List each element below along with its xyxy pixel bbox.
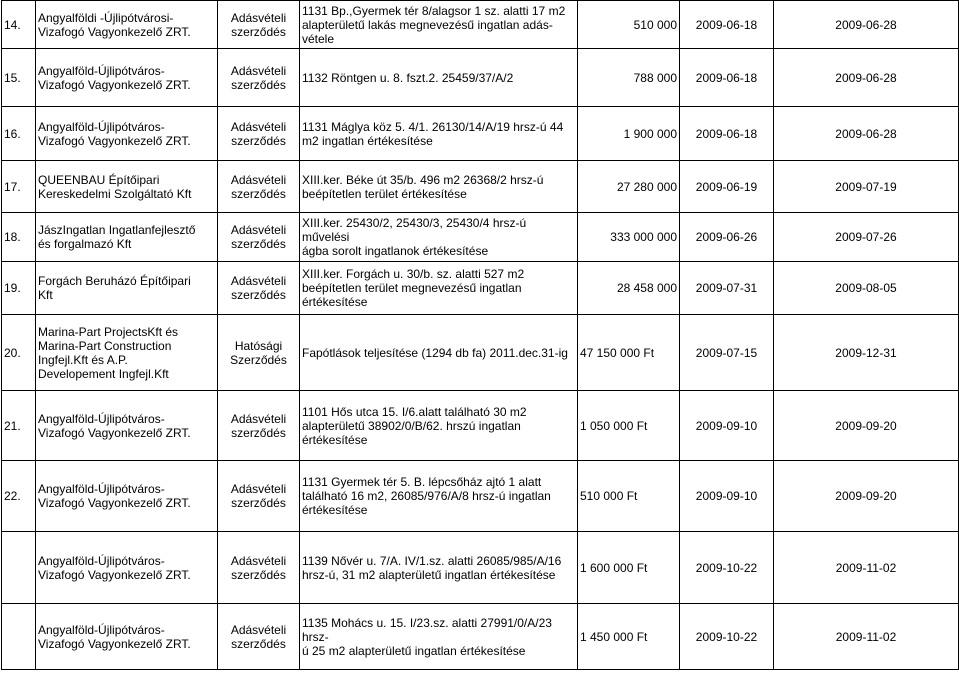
contract-value: 1 450 000 Ft — [578, 604, 680, 670]
table-row — [2, 604, 959, 670]
contract-value: 788 000 — [578, 49, 680, 107]
contract-type: Adásvételi szerződés — [218, 262, 300, 315]
contract-date: 2009-07-15 — [680, 315, 774, 391]
contract-value: 510 000 — [578, 1, 680, 49]
table-row — [2, 262, 959, 315]
effective-date: 2009-08-05 — [774, 262, 959, 315]
contracting-party: Angyalföld-Újlipótváros- Vizafogó Vagyonkezelő ZRT. — [36, 49, 218, 107]
contracting-party: Angyalföld-Újlipótváros- Vizafogó Vagyonkezelő ZRT. — [36, 461, 218, 532]
contract-subject: 1135 Mohács u. 15. I/23.sz. alatti 27991/0/A/23 hrsz- ú 25 m2 alapterületű ingatlan értékesítése — [300, 604, 578, 670]
row-number: 15. — [2, 49, 36, 107]
contract-subject: 1131 Máglya köz 5. 4/1. 26130/14/A/19 hrsz-ú 44 m2 ingatlan értékesítése — [300, 107, 578, 161]
table-row — [2, 213, 959, 262]
effective-date: 2009-11-02 — [774, 604, 959, 670]
contract-subject: 1139 Nővér u. 7/A. IV/1.sz. alatti 26085/985/A/16 hrsz-ú, 31 m2 alapterületű ingatlan értékesítése — [300, 532, 578, 604]
table-row — [2, 107, 959, 161]
contract-type: Adásvételi szerződés — [218, 1, 300, 49]
contracts-table — [1, 0, 959, 670]
row-number: 19. — [2, 262, 36, 315]
contract-subject: 1132 Röntgen u. 8. fszt.2. 25459/37/A/2 — [300, 49, 578, 107]
contracting-party: Angyalföldi -Újlipótvárosi- Vizafogó Vagyonkezelő ZRT. — [36, 1, 218, 49]
contract-value: 27 280 000 — [578, 161, 680, 213]
row-number — [2, 604, 36, 670]
contract-type: Hatósági Szerződés — [218, 315, 300, 391]
effective-date: 2009-06-28 — [774, 107, 959, 161]
effective-date: 2009-06-28 — [774, 49, 959, 107]
table-row — [2, 532, 959, 604]
row-number: 17. — [2, 161, 36, 213]
effective-date: 2009-09-20 — [774, 461, 959, 532]
contracting-party: Angyalföld-Újlipótváros- Vizafogó Vagyonkezelő ZRT. — [36, 107, 218, 161]
contract-value: 1 600 000 Ft — [578, 532, 680, 604]
contract-type: Adásvételi szerződés — [218, 461, 300, 532]
contract-value: 333 000 000 — [578, 213, 680, 262]
contract-date: 2009-06-18 — [680, 49, 774, 107]
contract-value: 28 458 000 — [578, 262, 680, 315]
contract-type: Adásvételi szerződés — [218, 161, 300, 213]
row-number: 21. — [2, 391, 36, 461]
effective-date: 2009-07-19 — [774, 161, 959, 213]
contracting-party: Angyalföld-Újlipótváros- Vizafogó Vagyonkezelő ZRT. — [36, 391, 218, 461]
contract-date: 2009-10-22 — [680, 604, 774, 670]
row-number — [2, 532, 36, 604]
contract-subject: XIII.ker. 25430/2, 25430/3, 25430/4 hrsz-ú művelési ágba sorolt ingatlanok értékesítése — [300, 213, 578, 262]
contract-subject: 1131 Gyermek tér 5. B. lépcsőház ajtó 1 alatt található 16 m2, 26085/976/A/8 hrsz-ú ingatlan értékesítése — [300, 461, 578, 532]
contracting-party: QUEENBAU Építőipari Kereskedelmi Szolgáltató Kft — [36, 161, 218, 213]
table-row — [2, 461, 959, 532]
contract-value: 47 150 000 Ft — [578, 315, 680, 391]
row-number: 14. — [2, 1, 36, 49]
table-row — [2, 315, 959, 391]
row-number: 16. — [2, 107, 36, 161]
contracting-party: Angyalföld-Újlipótváros- Vizafogó Vagyonkezelő ZRT. — [36, 604, 218, 670]
contract-date: 2009-10-22 — [680, 532, 774, 604]
contract-value: 510 000 Ft — [578, 461, 680, 532]
contract-date: 2009-06-26 — [680, 213, 774, 262]
contract-subject: XIII.ker. Forgách u. 30/b. sz. alatti 527 m2 beépítetlen terület megnevezésű ingatlan értékesítése — [300, 262, 578, 315]
contract-type: Adásvételi szerződés — [218, 213, 300, 262]
contract-value: 1 900 000 — [578, 107, 680, 161]
contract-date: 2009-09-10 — [680, 461, 774, 532]
contract-date: 2009-09-10 — [680, 391, 774, 461]
contracting-party: JászIngatlan Ingatlanfejlesztő és forgalmazó Kft — [36, 213, 218, 262]
contracting-party: Forgách Beruházó Építőipari Kft — [36, 262, 218, 315]
table-body — [2, 1, 959, 670]
contract-subject: XIII.ker. Béke út 35/b. 496 m2 26368/2 hrsz-ú beépítetlen terület értékesítése — [300, 161, 578, 213]
table-row — [2, 1, 959, 49]
contracting-party: Angyalföld-Újlipótváros- Vizafogó Vagyonkezelő ZRT. — [36, 532, 218, 604]
contract-type: Adásvételi szerződés — [218, 532, 300, 604]
contract-value: 1 050 000 Ft — [578, 391, 680, 461]
effective-date: 2009-12-31 — [774, 315, 959, 391]
contract-type: Adásvételi szerződés — [218, 604, 300, 670]
row-number: 18. — [2, 213, 36, 262]
table-row — [2, 161, 959, 213]
contract-date: 2009-07-31 — [680, 262, 774, 315]
contract-type: Adásvételi szerződés — [218, 391, 300, 461]
contract-subject: 1101 Hős utca 15. I/6.alatt található 30 m2 alapterületű 38902/0/B/62. hrszú ingatlan értékesítése — [300, 391, 578, 461]
effective-date: 2009-07-26 — [774, 213, 959, 262]
contract-subject: Fapótlások teljesítése (1294 db fa) 2011.dec.31-ig — [300, 315, 578, 391]
contracting-party: Marina-Part ProjectsKft és Marina-Part Construction Ingfejl.Kft és A.P. Developement Ingfejl.Kft — [36, 315, 218, 391]
effective-date: 2009-11-02 — [774, 532, 959, 604]
contract-date: 2009-06-19 — [680, 161, 774, 213]
effective-date: 2009-09-20 — [774, 391, 959, 461]
contract-type: Adásvételi szerződés — [218, 49, 300, 107]
row-number: 20. — [2, 315, 36, 391]
contract-type: Adásvételi szerződés — [218, 107, 300, 161]
contract-subject: 1131 Bp.,Gyermek tér 8/alagsor 1 sz. alatti 17 m2 alapterületű lakás megnevezésű ingatlan adás-vétele — [300, 1, 578, 49]
contract-date: 2009-06-18 — [680, 107, 774, 161]
table-row — [2, 49, 959, 107]
contract-date: 2009-06-18 — [680, 1, 774, 49]
table-row — [2, 391, 959, 461]
row-number: 22. — [2, 461, 36, 532]
effective-date: 2009-06-28 — [774, 1, 959, 49]
